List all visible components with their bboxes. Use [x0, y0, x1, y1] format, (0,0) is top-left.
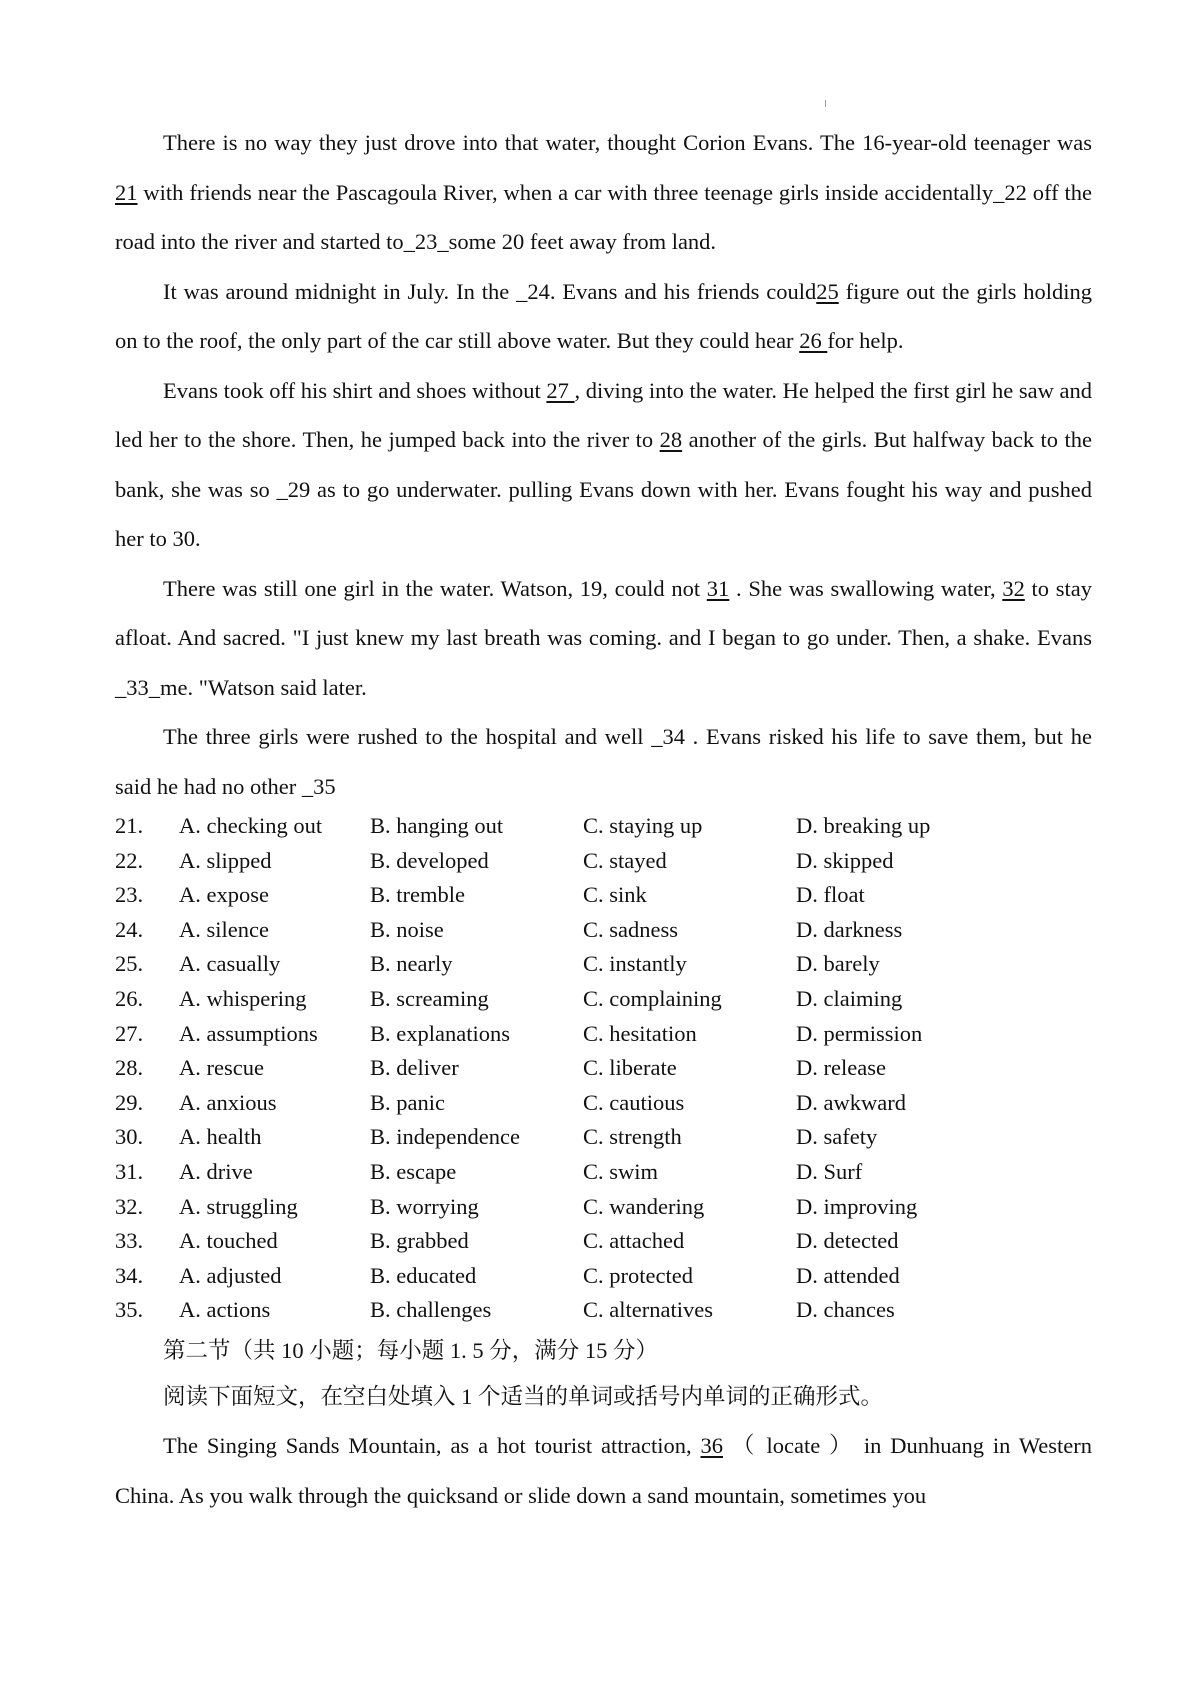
option-a: A. anxious: [179, 1089, 277, 1115]
option-row: [115, 878, 1092, 913]
option-d: D. Surf: [796, 1158, 863, 1184]
cloze-passage: [115, 118, 1092, 811]
question-number: 33.: [115, 1228, 144, 1254]
option-d: D. release: [796, 1055, 886, 1081]
option-b: B. nearly: [370, 951, 453, 977]
option-c: C. alternatives: [583, 1297, 713, 1323]
option-b: B. independence: [370, 1124, 520, 1150]
question-number: 25.: [115, 951, 144, 977]
option-row: [115, 1293, 1092, 1328]
section-two: [115, 1330, 1092, 1520]
question-number: 21.: [115, 813, 144, 838]
option-b: B. grabbed: [370, 1228, 469, 1254]
option-b: B. educated: [370, 1262, 477, 1288]
option-c: C. protected: [583, 1262, 693, 1288]
option-a: A. assumptions: [179, 1020, 318, 1046]
question-number: 30.: [115, 1124, 144, 1150]
question-number: 28.: [115, 1055, 144, 1081]
option-a: A. actions: [179, 1297, 271, 1323]
blank-28: 28: [659, 427, 683, 452]
blank-31: 31: [706, 575, 730, 601]
option-c: C. swim: [583, 1158, 659, 1184]
option-d: D. barely: [796, 951, 880, 977]
option-row: [115, 844, 1092, 879]
option-a: A. silence: [179, 916, 269, 942]
option-row: [115, 1120, 1092, 1155]
option-d: D. float: [796, 882, 865, 908]
option-c: C. cautious: [583, 1089, 685, 1115]
question-number: 35.: [115, 1297, 144, 1323]
option-row: [115, 1155, 1092, 1190]
option-a: A. checking out: [179, 813, 323, 838]
option-c: C. sadness: [583, 916, 678, 942]
option-d: D. permission: [796, 1020, 923, 1046]
option-row: [115, 947, 1092, 982]
answer-options: [115, 809, 1092, 1328]
option-a: A. rescue: [179, 1055, 264, 1081]
option-row: [115, 1190, 1092, 1225]
passage-paragraph-3: Evans took off his shirt and shoes without 27 , diving into the water. He helped the first girl he saw and led her to the shore. Then, he jumped back into the river to 28 another of the girls. But halfway back to the bank, she was so _29 as to go underwater. pulling Evans down with her. Evans fought his way and pushed her to 30.: [115, 377, 1092, 551]
option-a: A. drive: [179, 1158, 253, 1184]
option-b: B. challenges: [370, 1297, 492, 1323]
option-a: A. slipped: [179, 847, 272, 873]
blank-36: 36: [700, 1433, 723, 1458]
section-instruction: 阅读下面短文，在空白处填入 1 个适当的单词或括号内单词的正确形式。: [163, 1384, 884, 1409]
question-number: 23.: [115, 882, 144, 908]
option-a: A. adjusted: [179, 1262, 282, 1288]
option-c: C. sink: [583, 882, 647, 908]
option-a: A. expose: [179, 882, 269, 908]
option-row: [115, 1017, 1092, 1052]
option-row: [115, 913, 1092, 948]
option-b: B. noise: [370, 916, 444, 942]
option-d: D. safety: [796, 1124, 878, 1150]
option-c: C. instantly: [583, 951, 687, 977]
option-b: B. deliver: [370, 1055, 459, 1081]
option-c: C. hesitation: [583, 1020, 697, 1046]
question-number: 22.: [115, 847, 144, 873]
option-c: C. attached: [583, 1228, 685, 1254]
question-number: 31.: [115, 1158, 144, 1184]
passage-paragraph-5: The three girls were rushed to the hospital and well _34 . Evans risked his life to save them, but he said he had no other _35: [115, 724, 1092, 799]
option-d: D. chances: [796, 1297, 895, 1323]
grammar-passage-paragraph-1: The Singing Sands Mountain, as a hot tourist attraction, 36 （ locate ） in Dunhuang in Western China. As you walk through the quicksand or slide down a sand mountain, sometimes you: [115, 1433, 1092, 1508]
option-b: B. escape: [370, 1158, 457, 1184]
option-b: B. hanging out: [370, 813, 504, 838]
option-d: D. improving: [796, 1193, 918, 1219]
option-row: [115, 982, 1092, 1017]
option-row: [115, 1224, 1092, 1259]
option-c: C. wandering: [583, 1193, 705, 1219]
option-b: B. developed: [370, 847, 489, 873]
question-number: 34.: [115, 1262, 144, 1288]
option-d: D. skipped: [796, 847, 894, 873]
option-a: A. touched: [179, 1228, 278, 1254]
option-c: C. liberate: [583, 1055, 677, 1081]
option-b: B. screaming: [370, 985, 489, 1011]
option-b: B. worrying: [370, 1193, 479, 1219]
option-a: A. health: [179, 1124, 262, 1150]
option-row: [115, 1259, 1092, 1294]
option-b: B. tremble: [370, 882, 465, 908]
section-heading: 第二节（共 10 小题；每小题 1. 5 分，满分 15 分）: [163, 1338, 659, 1363]
option-row: [115, 1051, 1092, 1086]
option-b: B. panic: [370, 1089, 445, 1115]
option-c: C. strength: [583, 1124, 682, 1150]
option-d: D. darkness: [796, 916, 903, 942]
page-mark: [825, 100, 826, 107]
blank-32: 32: [1002, 575, 1025, 601]
passage-paragraph-4: There was still one girl in the water. Watson, 19, could not 31 . She was swallowing water, 32 to stay afloat. And sacred. "I just knew my last breath was coming. and I began to go under. Then, a shake. Evans _33_me. "Watson said later.: [115, 575, 1092, 700]
option-a: A. casually: [179, 951, 281, 977]
blank-27: 27: [546, 377, 575, 403]
option-d: D. awkward: [796, 1089, 906, 1115]
passage-paragraph-1: There is no way they just drove into that water, thought Corion Evans. The 16-year-old teenager was 21 with friends near the Pascagoula River, when a car with three teenage girls inside accidentally_22 off the road into the river and started to_23_some 20 feet away from land.: [115, 130, 1092, 254]
question-number: 26.: [115, 985, 144, 1011]
option-c: C. stayed: [583, 847, 667, 873]
option-row: [115, 809, 1092, 844]
question-number: 24.: [115, 916, 144, 942]
option-row: [115, 1086, 1092, 1121]
blank-26: 26: [799, 328, 828, 353]
option-a: A. struggling: [179, 1193, 298, 1219]
blank-25: 25: [816, 278, 839, 304]
option-a: A. whispering: [179, 985, 307, 1011]
question-number: 29.: [115, 1089, 144, 1115]
passage-paragraph-2: It was around midnight in July. In the _24. Evans and his friends could25 figure out the girls holding on to the roof, the only part of the car still above water. But they could hear 26 for help.: [115, 278, 1093, 353]
question-number: 27.: [115, 1020, 144, 1046]
option-c: C. complaining: [583, 985, 722, 1011]
option-c: C. staying up: [583, 813, 703, 838]
option-d: D. breaking up: [796, 813, 931, 838]
blank-21: 21: [115, 179, 138, 205]
option-d: D. claiming: [796, 985, 903, 1011]
question-number: 32.: [115, 1193, 144, 1219]
option-d: D. detected: [796, 1228, 899, 1254]
option-b: B. explanations: [370, 1020, 510, 1046]
option-d: D. attended: [796, 1262, 900, 1288]
